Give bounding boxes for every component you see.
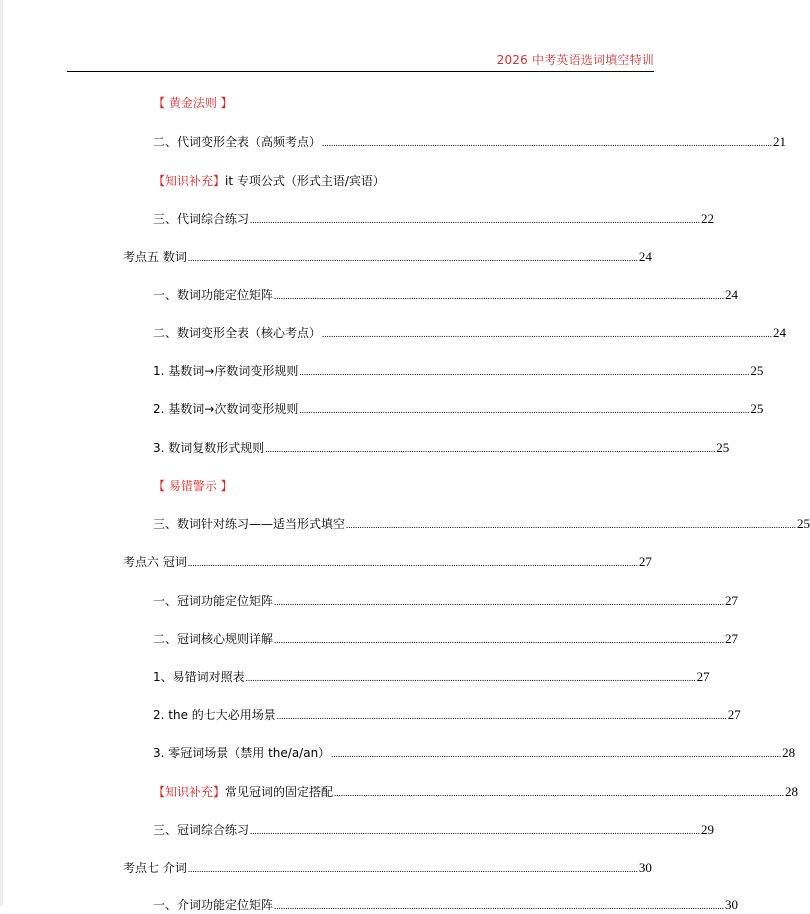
toc-entry-title: 一、介词功能定位矩阵 (153, 898, 274, 912)
toc-entry[interactable] (153, 822, 715, 838)
toc-leader-dots: ........................................................................................................................................................................................................ (346, 520, 797, 530)
toc-entry-title: 二、冠词核心规则详解 (153, 632, 274, 646)
toc-entry-title: 二、代词变形全表（高频考点） (153, 135, 322, 149)
toc-leader-dots: ........................................................................................................................................................................................................ (331, 749, 782, 759)
toc-leader-dots: ........................................................................................................................................................................................................ (265, 444, 716, 454)
document-header-title: 2026 中考英语选词填空特训 (496, 53, 654, 67)
toc-entry-title: 一、数词功能定位矩阵 (153, 288, 274, 302)
toc-page-number: 25 (797, 516, 810, 531)
toc-entry-knowledge-supplement[interactable] (153, 173, 385, 189)
toc-leader-dots: ........................................................................................................................................................................................................ (187, 864, 638, 874)
page-edge (0, 0, 3, 906)
toc-entry-title: 1、易错词对照表 (153, 670, 245, 684)
toc-section-error-warning (153, 478, 233, 494)
toc-entry-title: 二、数词变形全表（核心考点） (153, 326, 322, 340)
toc-leader-dots: ........................................................................................................................................................................................................ (245, 673, 696, 683)
toc-chapter-title: 考点五 数词 (123, 250, 187, 264)
toc-chapter-entry[interactable] (123, 249, 652, 265)
toc-leader-dots: ........................................................................................................................................................................................................ (187, 558, 638, 568)
toc-entry-title: 三、数词针对练习——适当形式填空 (153, 517, 346, 531)
toc-entry-title: 三、代词综合练习 (153, 212, 250, 226)
toc-leader-dots: ........................................................................................................................................................................................................ (322, 138, 773, 148)
toc-leader-dots: ........................................................................................................................................................................................................ (274, 291, 725, 301)
toc-entry[interactable] (153, 516, 810, 532)
toc-page-number: 24 (725, 287, 739, 302)
toc-entry[interactable] (153, 669, 710, 685)
toc-page-number: 24 (638, 249, 652, 264)
toc-entry[interactable] (153, 631, 739, 647)
toc-leader-dots: ........................................................................................................................................................................................................ (274, 901, 725, 911)
toc-page-number: 21 (773, 134, 787, 149)
toc-entry[interactable] (153, 745, 796, 761)
toc-entry-title: 三、冠词综合练习 (153, 823, 250, 837)
toc-callout-label: 【 黄金法则 】 (153, 96, 233, 110)
toc-entry[interactable] (153, 440, 730, 456)
toc-entry[interactable] (153, 593, 739, 609)
toc-entry-title: 3. 零冠词场景（禁用 the/a/an） (153, 746, 331, 760)
toc-leader-dots: ........................................................................................................................................................................................................ (250, 215, 701, 225)
toc-entry-title: 2. the 的七大必用场景 (153, 708, 276, 722)
toc-page-number: 27 (696, 669, 710, 684)
toc-entry[interactable] (153, 287, 739, 303)
toc-page-number: 27 (725, 631, 739, 646)
toc-chapter-entry[interactable] (123, 554, 652, 570)
toc-callout-label: 【知识补充】 (153, 174, 226, 188)
toc-leader-dots: ........................................................................................................................................................................................................ (250, 826, 701, 836)
toc-leader-dots: ........................................................................................................................................................................................................ (276, 711, 727, 721)
toc-page-number: 29 (701, 822, 715, 837)
toc-entry[interactable] (153, 363, 764, 379)
toc-leader-dots: ........................................................................................................................................................................................................ (299, 405, 750, 415)
toc-page-number: 25 (750, 363, 764, 378)
toc-chapter-title: 考点六 冠词 (123, 555, 187, 569)
toc-page-number: 25 (716, 440, 730, 455)
toc-leader-dots: ........................................................................................................................................................................................................ (322, 329, 773, 339)
toc-entry-title: 一、冠词功能定位矩阵 (153, 594, 274, 608)
toc-entry-title: 1. 基数词→序数词变形规则 (153, 364, 299, 378)
toc-page-number: 25 (750, 401, 764, 416)
toc-entry[interactable] (153, 707, 741, 723)
toc-page-number: 28 (785, 784, 799, 799)
toc-entry-title: 3. 数词复数形式规则 (153, 441, 265, 455)
toc-leader-dots: ........................................................................................................................................................................................................ (334, 788, 785, 798)
toc-entry[interactable] (153, 134, 787, 150)
toc-page-number: 30 (638, 860, 652, 875)
toc-page-number: 28 (782, 745, 796, 760)
toc-page-number: 27 (725, 593, 739, 608)
toc-entry[interactable] (153, 325, 787, 341)
toc-leader-dots: ........................................................................................................................................................................................................ (299, 367, 750, 377)
toc-entry-title: 常见冠词的固定搭配 (225, 785, 334, 799)
header-rule (67, 71, 654, 72)
toc-entry-knowledge-supplement[interactable] (153, 784, 799, 800)
toc-entry[interactable] (153, 897, 739, 913)
toc-page-number: 27 (638, 554, 652, 569)
toc-entry[interactable] (153, 401, 764, 417)
toc-entry[interactable] (153, 211, 715, 227)
toc-callout-label: 【 易错警示 】 (153, 479, 233, 493)
toc-chapter-entry[interactable] (123, 860, 652, 876)
toc-callout-label: 【知识补充】 (153, 785, 226, 799)
toc-page-number: 24 (773, 325, 787, 340)
toc-page-number: 22 (701, 211, 715, 226)
toc-leader-dots: ........................................................................................................................................................................................................ (274, 635, 725, 645)
toc-page-number: 30 (725, 897, 739, 912)
toc-page-number: 27 (727, 707, 741, 722)
toc-entry-title: it 专项公式（形式主语/宾语） (225, 174, 385, 188)
toc-entry-title: 2. 基数词→次数词变形规则 (153, 402, 299, 416)
toc-chapter-title: 考点七 介词 (123, 861, 187, 875)
toc-leader-dots: ........................................................................................................................................................................................................ (274, 597, 725, 607)
toc-leader-dots: ........................................................................................................................................................................................................ (187, 253, 638, 263)
toc-section-golden-rule (153, 95, 233, 111)
